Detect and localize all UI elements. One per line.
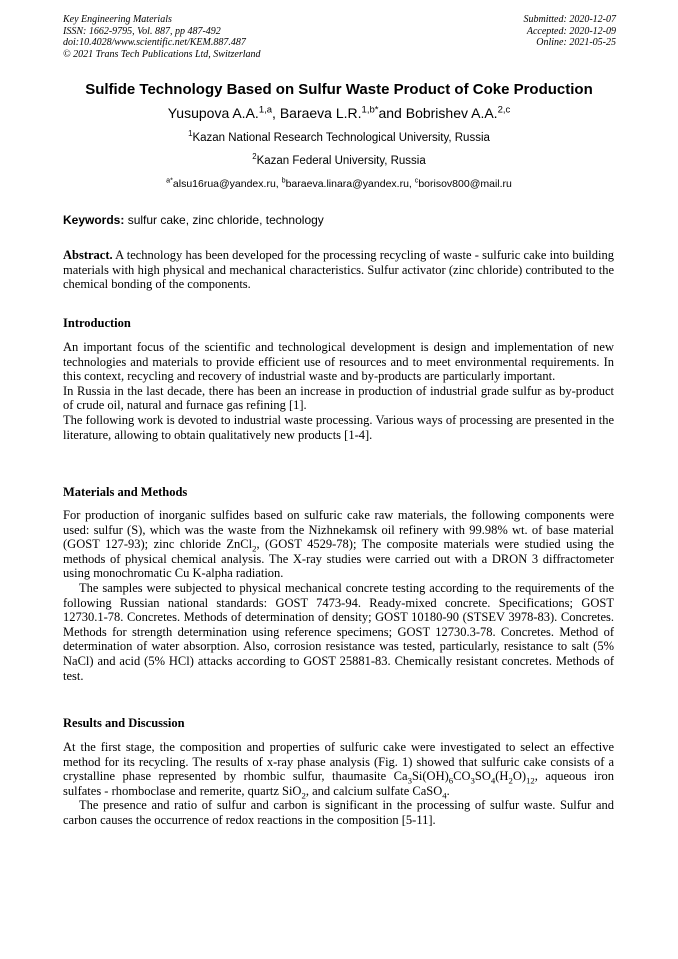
author-separator: , [272,105,280,121]
author-name: Yusupova A.A. [167,105,259,121]
author-emails [0,178,678,190]
dates-header [524,14,617,49]
text-run: For production of inorganic sulfides based on sulfuric cake raw materials, the following components were used: sulfur (S), which was the waste from the Nizhnekamsk oil refinery with 99.98% wt. of base material (GOST 127-93); zinc chloride ZnCl [63,508,614,552]
author-separator: and [378,105,406,121]
journal-header [63,14,261,60]
affiliation-mark: 2 [252,152,257,162]
author-affiliation-mark: 2,c [497,104,511,116]
author-affiliation-mark: 1,a [258,104,273,116]
section-heading-methods: Materials and Methods [63,485,188,499]
subscript: 2 [508,775,513,786]
paragraph: The following work is devoted to industrial waste processing. Various ways of processing are presented in the literature, allowing to obtain qualitatively new products [1-4]. [63,412,614,442]
subscript: 4 [442,790,447,801]
email-separator: , [275,178,282,190]
paragraph: In Russia in the last decade, there has been an increase in production of industrial grade sulfur as by-product of crude oil, natural and furnace gas refining [1]. [63,383,614,413]
affiliation [0,129,678,144]
subscript: 6 [448,775,454,786]
email-mark: b [281,176,286,185]
author-list [0,105,678,121]
submitted-date: Submitted: 2020-12-07 [523,14,616,25]
email-mark: a* [166,176,173,185]
journal-copyright: © 2021 Trans Tech Publications Ltd, Switzerland [63,48,261,60]
text-run: Si(OH) [411,769,449,784]
subscript: 3 [470,775,475,786]
abstract-label: Abstract. [63,248,113,262]
affiliation-text: Kazan Federal University, Russia [256,155,426,167]
email-link[interactable]: alsu16rua@yandex.ru [172,178,276,190]
section-heading-results: Results and Discussion [63,716,185,730]
keywords [63,213,324,227]
results-body [63,740,614,828]
abstract-text: A technology has been developed for the processing recycling of waste - sulfuric cake into building materials with high physical and mechanical characteristics. Sulfur activator (zinc chloride) contributed to the chemical bonding of the components. [63,248,614,292]
methods-body [63,508,614,683]
journal-issn: ISSN: 1662-9795, Vol. 887, pp 487-492 [63,25,221,37]
author-name: Baraeva L.R. [279,105,362,121]
text-run: SO [474,769,491,784]
subscript: 12 [526,775,535,786]
keywords-label: Keywords: [63,213,125,227]
affiliation [0,152,678,167]
paper-title: Sulfide Technology Based on Sulfur Waste Product of Coke Production [85,81,593,98]
text-run: . [446,783,450,798]
paragraph [63,740,614,801]
online-date: Online: 2021-05-25 [536,37,616,48]
subscript: 4 [490,775,496,786]
affiliation-mark: 1 [188,129,193,139]
text-run: At the first stage, the composition and properties of sulfuric cake were investigated to select an effective method for its recycling. The results of x-ray phase analysis (Fig. 1) showed that sulfuric cake consists of a crystalline phase represented by rhombic sulfur, thaumasite Ca [63,740,614,784]
subscript: 2 [301,790,306,801]
paragraph [63,508,614,581]
text-run: , (GOST 4529-78); The composite materials were studied using the methods of physical chemical analysis. The X-ray studies were carried out with a DRON 3 diffractometer using monochromatic Cu K-alpha radiation. [63,537,614,581]
keywords-text: sulfur cake, zinc chloride, technology [124,213,324,227]
journal-doi: doi:10.4028/www.scientific.net/KEM.887.487 [63,37,246,48]
section-heading-introduction: Introduction [63,316,131,330]
author-affiliation-mark: 1,b* [361,104,379,116]
subscript: 2 [252,543,257,554]
text-run: CO [453,769,471,784]
abstract [63,248,614,292]
email-mark: c [414,176,419,185]
email-link[interactable]: baraeva.linara@yandex.ru [285,178,409,190]
paragraph: An important focus of the scientific and technological development is design and implementation of new technologies and materials to provide efficient use of resources and to meet environmental requirements. In this context, recycling and recovery of industrial waste and by-products are particularly important. [63,340,614,384]
subscript: 3 [407,775,412,786]
text-run: , aqueous iron sulfates - rhomboclase and remerite, quartz SiO [63,769,614,798]
journal-name: Key Engineering Materials [63,14,172,25]
text-run: , and calcium sulfate CaSO [305,783,443,798]
text-run: O) [512,769,527,784]
introduction-body [63,340,614,442]
email-link[interactable]: borisov800@mail.ru [418,178,512,190]
accepted-date: Accepted: 2020-12-09 [526,25,616,37]
paragraph: The presence and ratio of sulfur and carbon is significant in the processing of sulfur waste. Sulfur and carbon causes the occurrence of redox reactions in the composition [5-11]. [63,798,614,827]
affiliation-text: Kazan National Research Technological University, Russia [192,132,490,144]
email-separator: , [408,178,415,190]
paragraph: The samples were subjected to physical mechanical concrete testing according to the requirements of the following Russian national standards: GOST 7473-94. Ready-mixed concrete. Specifications; GOST 12730.1-78. Concretes. Methods of determination of density; GOST 10180-90 (STSEV 3978-83). Concretes. Methods for strength determination using reference specimens; GOST 12730.3-78. Concretes. Method of determination of water absorption. Also, corrosion resistance was tested, particularly, resistance to salt (5% NaCl) and acid (5% HCl) attacks according to GOST 25881-83. Chemically resistant concretes. Methods of test. [63,580,614,683]
text-run: (H [495,769,509,784]
author-name: Bobrishev A.A. [405,105,498,121]
